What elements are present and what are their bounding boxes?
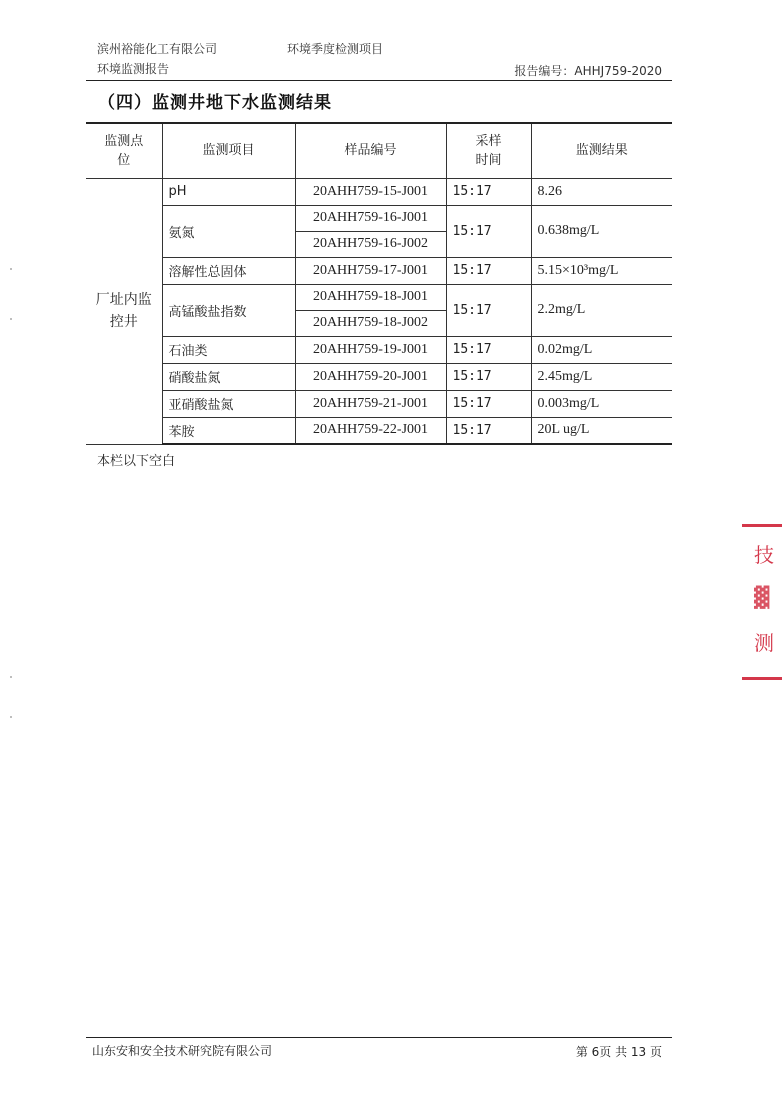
item-cell: 苯胺 <box>162 417 295 444</box>
item-cell: 氨氮 <box>162 205 295 257</box>
time-cell: 15:17 <box>446 417 531 444</box>
sample-id-cell: 20AHH759-18-J002 <box>295 310 446 336</box>
result-cell: 8.26 <box>531 178 672 205</box>
groundwater-results-table <box>86 122 672 445</box>
header-company: 滨州裕能化工有限公司 <box>97 42 218 56</box>
header-report-number: 报告编号：AHHJ759-2020 <box>514 64 662 78</box>
scan-speck <box>10 268 12 270</box>
table-header-row <box>86 123 672 178</box>
item-cell: 石油类 <box>162 336 295 363</box>
time-cell: 15:17 <box>446 363 531 390</box>
result-cell: 2.45mg/L <box>531 363 672 390</box>
blank-note: 本栏以下空白 <box>97 454 176 469</box>
table-row <box>86 284 672 310</box>
sample-id-cell: 20AHH759-16-J001 <box>295 205 446 231</box>
table-row <box>86 336 672 363</box>
result-cell: 0.638mg/L <box>531 205 672 257</box>
sample-id-cell: 20AHH759-21-J001 <box>295 390 446 417</box>
sample-id-cell: 20AHH759-19-J001 <box>295 336 446 363</box>
site-cell <box>86 178 162 444</box>
item-cell: 溶解性总固体 <box>162 257 295 284</box>
site-label: 厂址内监控井 <box>95 292 152 330</box>
table-row <box>86 178 672 205</box>
footer-page-number: 第 6页 共 13 页 <box>575 1045 662 1059</box>
result-cell: 5.15×10³mg/L <box>531 257 672 284</box>
result-cell: 0.003mg/L <box>531 390 672 417</box>
time-cell: 15:17 <box>446 284 531 336</box>
sample-id-cell: 20AHH759-20-J001 <box>295 363 446 390</box>
table-row <box>86 390 672 417</box>
footer-company: 山东安和安全技术研究院有限公司 <box>92 1044 273 1058</box>
time-cell: 15:17 <box>446 336 531 363</box>
sample-id-cell: 20AHH759-22-J001 <box>295 417 446 444</box>
table-body <box>86 178 672 444</box>
item-cell: 高锰酸盐指数 <box>162 284 295 336</box>
result-cell: 0.02mg/L <box>531 336 672 363</box>
sample-id-cell: 20AHH759-17-J001 <box>295 257 446 284</box>
header-site: 监测点位 <box>86 123 162 178</box>
time-cell: 15:17 <box>446 390 531 417</box>
table-row <box>86 257 672 284</box>
stamp-char: 测 <box>754 631 774 655</box>
scan-speck <box>10 716 12 718</box>
table-row <box>86 205 672 231</box>
header-project: 环境季度检测项目 <box>287 42 384 56</box>
header-time: 采样时间 <box>446 123 531 178</box>
sample-id-cell: 20AHH759-15-J001 <box>295 178 446 205</box>
sample-id-cell: 20AHH759-18-J001 <box>295 284 446 310</box>
section-title: （四）监测井地下水监测结果 <box>98 93 332 113</box>
red-seal-stamp <box>742 524 782 680</box>
item-cell: pH <box>162 178 295 205</box>
scan-speck <box>10 676 12 678</box>
header-sample: 样品编号 <box>295 123 446 178</box>
time-cell: 15:17 <box>446 257 531 284</box>
time-cell: 15:17 <box>446 178 531 205</box>
footer-rule <box>86 1037 672 1038</box>
table-row <box>86 417 672 444</box>
stamp-char: ▓ <box>754 585 770 609</box>
header-item: 监测项目 <box>162 123 295 178</box>
item-cell: 硝酸盐氮 <box>162 363 295 390</box>
header-result: 监测结果 <box>531 123 672 178</box>
header-rule <box>86 80 672 81</box>
sample-id-cell: 20AHH759-16-J002 <box>295 231 446 257</box>
result-cell: 2.2mg/L <box>531 284 672 336</box>
table-row <box>86 363 672 390</box>
item-cell: 亚硝酸盐氮 <box>162 390 295 417</box>
result-cell: 20L ug/L <box>531 417 672 444</box>
time-cell: 15:17 <box>446 205 531 257</box>
stamp-char: 技 <box>754 543 774 567</box>
header-report-type: 环境监测报告 <box>97 62 170 76</box>
scan-speck <box>10 318 12 320</box>
